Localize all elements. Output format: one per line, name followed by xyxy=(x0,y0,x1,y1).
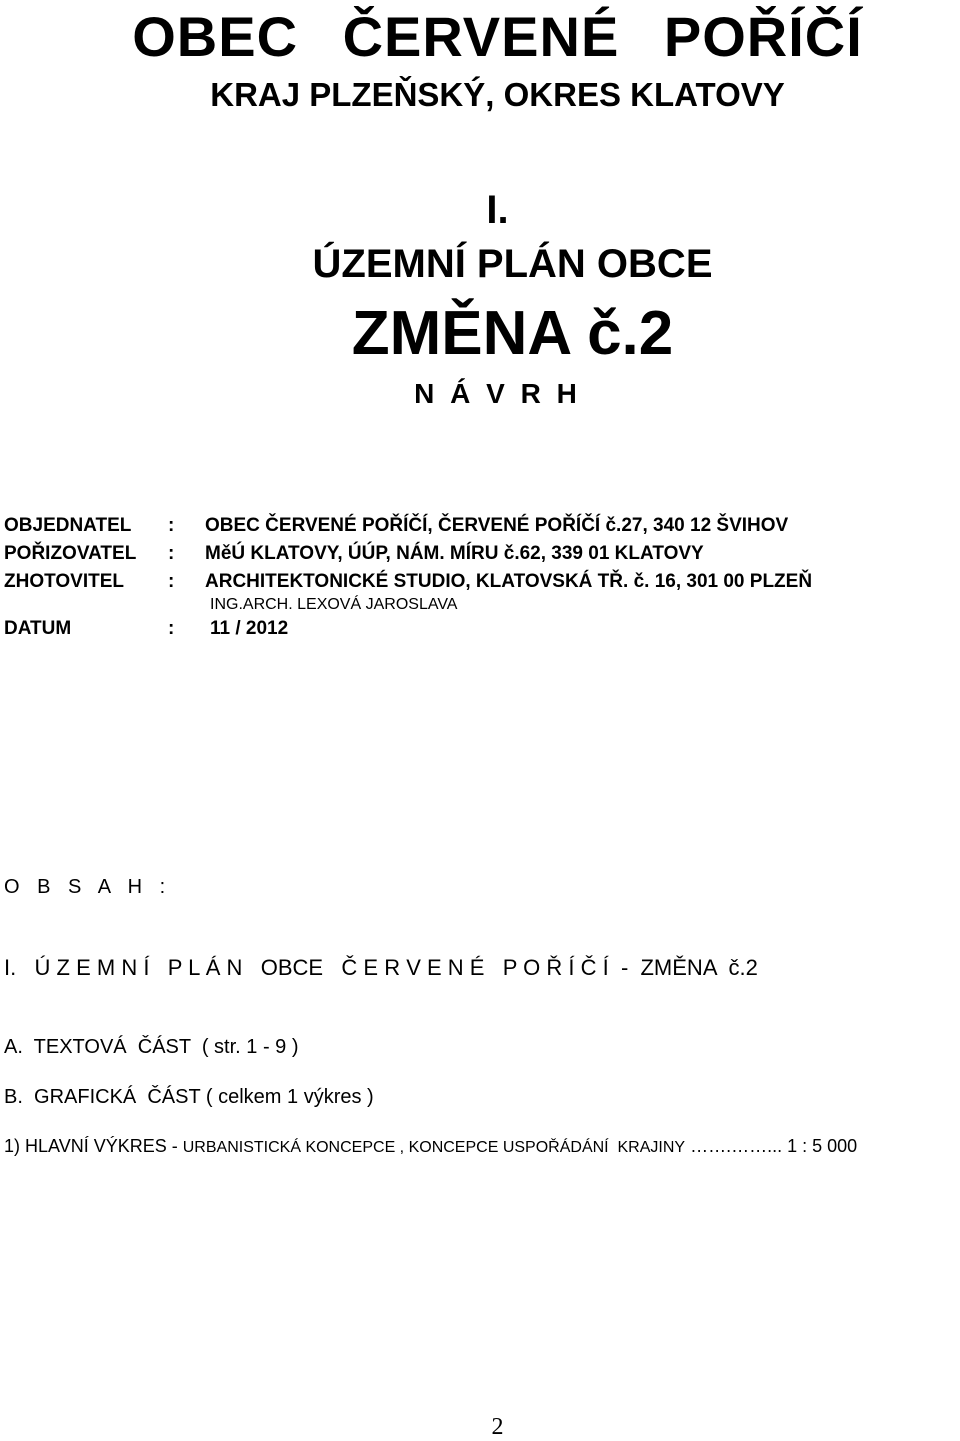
procurer-value: MěÚ KLATOVY, ÚÚP, NÁM. MÍRU č.62, 339 01 KLATOVY xyxy=(205,543,704,564)
contents-main-entry: I. Ú Z E M N Í P L Á N OBCE Č E R V E N É P O Ř Í Č Í - ZMĚNA č.2 xyxy=(4,955,758,980)
page-number: 2 xyxy=(491,1414,504,1440)
stage-label: N Á V R H xyxy=(414,378,581,409)
contractor-label: ZHOTOVITEL xyxy=(4,571,124,592)
date-colon: : xyxy=(168,618,175,639)
author-name: ING.ARCH. LEXOVÁ JAROSLAVA xyxy=(210,596,458,613)
drawing-list-item xyxy=(4,1136,857,1157)
drawing-description: URBANISTICKÁ KONCEPCE , KONCEPCE USPOŘÁDÁNÍ KRAJINY xyxy=(182,1139,686,1156)
drawing-name: HLAVNÍ VÝKRES xyxy=(25,1136,167,1156)
procurer-colon: : xyxy=(168,543,175,564)
date-label: DATUM xyxy=(4,618,72,639)
contents-text-part: A. TEXTOVÁ ČÁST ( str. 1 - 9 ) xyxy=(4,1036,299,1058)
procurer-label: POŘIZOVATEL xyxy=(4,543,137,564)
drawing-scale: 1 : 5 000 xyxy=(782,1136,858,1156)
client-colon: : xyxy=(168,515,175,536)
drawing-number: 1) xyxy=(4,1136,21,1156)
section-numeral: I. xyxy=(486,188,509,232)
client-value: OBEC ČERVENÉ POŘÍČÍ, ČERVENÉ POŘÍČÍ č.27, 340 12 ŠVIHOV xyxy=(205,515,789,536)
region-subtitle: KRAJ PLZEŇSKÝ, OKRES KLATOVY xyxy=(210,76,785,113)
client-label: OBJEDNATEL xyxy=(4,515,132,536)
plan-title: ÚZEMNÍ PLÁN OBCE xyxy=(312,242,713,286)
date-value: 11 / 2012 xyxy=(210,618,289,639)
drawing-dash: - xyxy=(166,1136,183,1156)
drawing-leader-dots: …….……... xyxy=(685,1136,783,1156)
contractor-value: ARCHITEKTONICKÉ STUDIO, KLATOVSKÁ TŘ. č. 16, 301 00 PLZEŇ xyxy=(205,571,813,592)
contents-heading: O B S A H : xyxy=(4,876,172,898)
contents-graphic-part: B. GRAFICKÁ ČÁST ( celkem 1 výkres ) xyxy=(4,1086,374,1108)
change-title: ZMĚNA č.2 xyxy=(351,299,674,368)
contractor-colon: : xyxy=(168,571,175,592)
document-title: OBEC ČERVENÉ POŘÍČÍ xyxy=(132,5,863,68)
